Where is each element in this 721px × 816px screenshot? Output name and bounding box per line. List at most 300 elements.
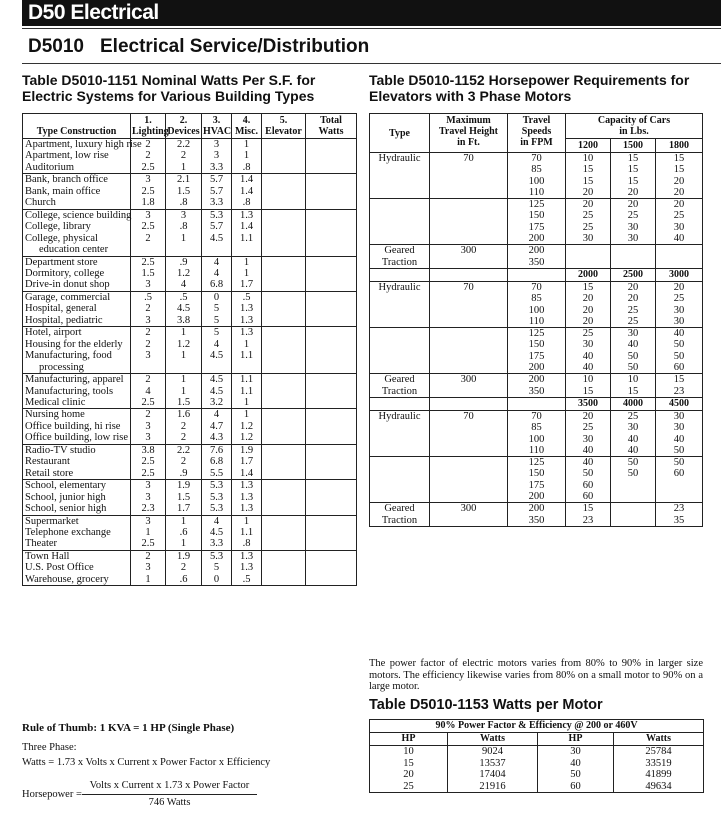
t2-type-cell: Traction — [370, 515, 430, 527]
t1-header: Total Watts — [306, 114, 357, 139]
t2-value-cell: 70 — [430, 410, 508, 422]
t1-row — [23, 315, 357, 327]
t2-capacity-header: 2500 — [611, 268, 656, 281]
t2-value-cell: 25 — [656, 210, 703, 221]
t1-value-cell: .5 — [131, 291, 166, 303]
t2-value-cell: 25 — [611, 316, 656, 328]
t1-value-cell: 2 — [131, 150, 166, 161]
t1-type-cell: Department store — [23, 256, 131, 268]
t1-value-cell: 2.2 — [166, 139, 202, 151]
t2-type-cell — [370, 422, 430, 433]
t2-type-cell: Traction — [370, 386, 430, 398]
t1-row — [23, 327, 357, 339]
power-factor-note: The power factor of electric motors varies from 80% to 90% in larger size motors. The efficiency likewise varies from 80% on a small motor to 90% on a large motor. — [369, 658, 703, 692]
t1-total-cell — [306, 538, 357, 550]
t3-cell: 17404 — [448, 769, 538, 781]
t2-value-cell: 40 — [566, 362, 611, 374]
t1-value-cell: 1.4 — [232, 221, 262, 232]
t2-value-cell: 15 — [611, 386, 656, 398]
t1-type-cell: Office building, hi rise — [23, 421, 131, 432]
t1-value-cell: 2 — [131, 550, 166, 562]
t1-value-cell: 1.9 — [166, 550, 202, 562]
t2-value-cell: 60 — [656, 468, 703, 479]
t2-value-cell: 50 — [611, 362, 656, 374]
t1-elevator-cell — [262, 456, 306, 467]
t1-total-cell — [306, 492, 357, 503]
t1-elevator-cell — [262, 432, 306, 444]
t2-row — [370, 176, 703, 187]
t1-elevator-cell — [262, 550, 306, 562]
t2-capacity-header: 3000 — [656, 268, 703, 281]
t2-type-cell — [370, 434, 430, 445]
table3-caption: Table D5010-1153 Watts per Motor — [369, 697, 603, 713]
t2-value-cell: 70 — [430, 153, 508, 165]
t2-empty-cell — [508, 397, 566, 410]
t1-elevator-cell — [262, 233, 306, 244]
t1-value-cell: 1 — [166, 538, 202, 550]
t1-type-cell: U.S. Post Office — [23, 562, 131, 573]
t1-elevator-cell — [262, 150, 306, 161]
t1-elevator-cell — [262, 562, 306, 573]
t2-value-cell: 200 — [508, 374, 566, 386]
t1-type-cell: Medical clinic — [23, 397, 131, 409]
t2-value-cell: 20 — [566, 305, 611, 316]
t1-value-cell: 1 — [166, 350, 202, 361]
t1-value-cell: 1 — [232, 268, 262, 279]
t1-elevator-cell — [262, 386, 306, 397]
t2-value-cell — [656, 245, 703, 257]
t2-value-cell: 25 — [611, 305, 656, 316]
t2-type-cell — [370, 210, 430, 221]
t2-type-cell — [370, 491, 430, 503]
t2-value-cell — [566, 257, 611, 269]
t1-value-cell: 3 — [131, 174, 166, 186]
t1-value-cell: 1 — [232, 339, 262, 350]
t1-value-cell: 2 — [131, 303, 166, 314]
t1-value-cell: 1 — [232, 397, 262, 409]
t2-value-cell: 30 — [656, 316, 703, 328]
t1-type-cell: Garage, commercial — [23, 291, 131, 303]
t2-value-cell: 30 — [566, 233, 611, 245]
t2-value-cell: 125 — [508, 328, 566, 340]
t1-total-cell — [306, 574, 357, 586]
t1-value-cell: 4.5 — [202, 386, 232, 397]
t1-row — [23, 409, 357, 421]
t2-capacity-header: 1200 — [566, 139, 611, 153]
t1-elevator-cell — [262, 538, 306, 550]
t1-value-cell: 2.2 — [166, 444, 202, 456]
t2-value-cell: 30 — [566, 339, 611, 350]
t3-cell: 50 — [538, 769, 614, 781]
t1-value-cell: .5 — [166, 291, 202, 303]
t2-type-cell — [370, 468, 430, 479]
t2-value-cell: 25 — [566, 422, 611, 433]
t2-value-cell: 40 — [611, 445, 656, 457]
t1-row — [23, 456, 357, 467]
t3-header: Watts — [448, 733, 538, 746]
t1-value-cell: 4 — [202, 515, 232, 527]
t1-value-cell: 4.3 — [202, 432, 232, 444]
t2-value-cell: 175 — [508, 351, 566, 362]
t2-row — [370, 316, 703, 328]
t2-value-cell: 200 — [508, 362, 566, 374]
t1-row — [23, 421, 357, 432]
hp-formula-denominator: 746 Watts — [148, 797, 191, 808]
t3-header: HP — [538, 733, 614, 746]
t2-value-cell: 20 — [656, 176, 703, 187]
t2-value-cell: 20 — [656, 281, 703, 293]
t1-value-cell: 1.3 — [232, 303, 262, 314]
table1-caption-line2: Electric Systems for Various Building Types — [22, 88, 315, 104]
t2-value-cell — [430, 316, 508, 328]
t1-value-cell: 2 — [131, 339, 166, 350]
t1-value-cell: 1.2 — [232, 421, 262, 432]
t1-elevator-cell — [262, 221, 306, 232]
t3-header: HP — [370, 733, 448, 746]
t1-value-cell: 2 — [131, 409, 166, 421]
t1-value-cell: 2.1 — [166, 174, 202, 186]
rule-of-thumb: Rule of Thumb: 1 KVA = 1 HP (Single Phase) — [22, 722, 235, 734]
t2-value-cell: 15 — [656, 164, 703, 175]
t2-value-cell — [430, 222, 508, 233]
t1-total-cell — [306, 468, 357, 480]
t1-value-cell: 1 — [166, 327, 202, 339]
t1-header: 5. Elevator — [262, 114, 306, 139]
t1-elevator-cell — [262, 339, 306, 350]
t1-value-cell — [166, 244, 202, 256]
t1-value-cell: 1.1 — [232, 350, 262, 361]
t1-value-cell: 2 — [131, 327, 166, 339]
t2-type-cell — [370, 445, 430, 457]
t2-type-cell — [370, 199, 430, 211]
t2-value-cell: 20 — [566, 410, 611, 422]
t2-value-cell: 30 — [656, 422, 703, 433]
t1-elevator-cell — [262, 350, 306, 361]
t1-row — [23, 209, 357, 221]
t2-value-cell: 50 — [656, 457, 703, 469]
t2-value-cell: 30 — [611, 328, 656, 340]
t2-row — [370, 503, 703, 515]
t1-value-cell: 4.5 — [202, 350, 232, 361]
t1-type-cell: Town Hall — [23, 550, 131, 562]
t2-value-cell: 20 — [566, 187, 611, 199]
t1-type-cell: Theater — [23, 538, 131, 550]
t1-type-cell: Office building, low rise — [23, 432, 131, 444]
t1-elevator-cell — [262, 139, 306, 151]
t1-type-cell: College, library — [23, 221, 131, 232]
t1-type-cell: Bank, branch office — [23, 174, 131, 186]
t1-row — [23, 339, 357, 350]
t2-value-cell: 10 — [566, 153, 611, 165]
t2-value-cell: 100 — [508, 176, 566, 187]
t1-value-cell: 3 — [131, 480, 166, 492]
t1-type-cell: School, senior high — [23, 503, 131, 515]
t1-value-cell: 5.7 — [202, 221, 232, 232]
t1-row — [23, 197, 357, 209]
t2-value-cell — [430, 339, 508, 350]
t1-total-cell — [306, 279, 357, 291]
t1-elevator-cell — [262, 503, 306, 515]
t2-value-cell — [656, 480, 703, 491]
t1-value-cell: 4.5 — [166, 303, 202, 314]
t1-value-cell: 3 — [131, 421, 166, 432]
t1-value-cell: 4 — [202, 256, 232, 268]
t1-total-cell — [306, 221, 357, 232]
t1-row — [23, 515, 357, 527]
t1-type-cell: Hospital, general — [23, 303, 131, 314]
t3-cell: 13537 — [448, 758, 538, 770]
t2-type-cell — [370, 293, 430, 304]
t2-empty-cell — [370, 268, 430, 281]
t1-value-cell: 7.6 — [202, 444, 232, 456]
t1-value-cell: .8 — [232, 538, 262, 550]
t1-value-cell: 3 — [131, 562, 166, 573]
t1-value-cell: 2.5 — [131, 538, 166, 550]
table2-caption-line1: Table D5010-1152 Horsepower Requirements for — [369, 72, 690, 88]
t1-total-cell — [306, 150, 357, 161]
t1-value-cell: 5 — [202, 327, 232, 339]
t1-value-cell: 5.3 — [202, 550, 232, 562]
t2-value-cell — [430, 468, 508, 479]
t2-row — [370, 491, 703, 503]
t2-value-cell: 350 — [508, 515, 566, 527]
t2-value-cell: 20 — [611, 293, 656, 304]
hp-formula-lhs: Horsepower = — [22, 789, 82, 800]
t2-type-cell — [370, 351, 430, 362]
t1-value-cell: .5 — [232, 291, 262, 303]
t1-total-cell — [306, 503, 357, 515]
t2-value-cell: 25 — [611, 410, 656, 422]
t3-cell: 10 — [370, 746, 448, 758]
t2-row — [370, 281, 703, 293]
t2-value-cell: 40 — [611, 434, 656, 445]
t2-value-cell — [430, 233, 508, 245]
t2-capacity-row — [370, 397, 703, 410]
t3-super-header: 90% Power Factor & Efficiency @ 200 or 460V — [370, 720, 704, 733]
t1-value-cell: 2 — [166, 421, 202, 432]
t2-value-cell: 40 — [566, 457, 611, 469]
t2-value-cell: 15 — [611, 164, 656, 175]
t1-value-cell: 3 — [131, 492, 166, 503]
t1-elevator-cell — [262, 244, 306, 256]
t1-value-cell: 5.7 — [202, 186, 232, 197]
t2-row — [370, 362, 703, 374]
t1-total-cell — [306, 244, 357, 256]
t3-cell: 41899 — [614, 769, 704, 781]
t2-row — [370, 257, 703, 269]
t1-value-cell: 3.3 — [202, 197, 232, 209]
t2-row — [370, 374, 703, 386]
t2-value-cell: 50 — [656, 339, 703, 350]
t1-value-cell: 1.2 — [166, 268, 202, 279]
t1-value-cell: 5 — [202, 562, 232, 573]
t2-value-cell — [430, 187, 508, 199]
t2-value-cell — [430, 351, 508, 362]
t2-value-cell: 60 — [566, 480, 611, 491]
t1-row — [23, 303, 357, 314]
t2-value-cell: 40 — [656, 434, 703, 445]
t1-value-cell: 1.5 — [166, 397, 202, 409]
t1-elevator-cell — [262, 409, 306, 421]
t2-value-cell: 40 — [656, 233, 703, 245]
t1-type-cell: Supermarket — [23, 515, 131, 527]
t2-value-cell: 300 — [430, 503, 508, 515]
t2-value-cell: 100 — [508, 434, 566, 445]
t1-value-cell: 1.2 — [232, 432, 262, 444]
t1-total-cell — [306, 339, 357, 350]
t2-value-cell — [430, 210, 508, 221]
t1-value-cell: 3.3 — [202, 538, 232, 550]
t2-value-cell: 25 — [566, 210, 611, 221]
t1-value-cell: 1.1 — [232, 233, 262, 244]
t1-elevator-cell — [262, 209, 306, 221]
t2-row — [370, 410, 703, 422]
t2-row — [370, 233, 703, 245]
t2-row — [370, 199, 703, 211]
t2-row — [370, 293, 703, 304]
t1-type-cell: Auditorium — [23, 162, 131, 174]
t1-total-cell — [306, 374, 357, 386]
t1-type-cell: Hotel, airport — [23, 327, 131, 339]
t1-row — [23, 492, 357, 503]
t1-value-cell: 5 — [202, 303, 232, 314]
t1-value-cell: .8 — [166, 197, 202, 209]
t1-value-cell: 1 — [166, 162, 202, 174]
t2-value-cell — [430, 445, 508, 457]
t1-value-cell: 1.3 — [232, 480, 262, 492]
t1-value-cell: 2 — [131, 139, 166, 151]
t1-value-cell: 1 — [232, 515, 262, 527]
t1-value-cell: 3.2 — [202, 397, 232, 409]
t2-value-cell: 25 — [611, 210, 656, 221]
t2-value-cell — [611, 491, 656, 503]
t2-header-height: Maximum Travel Height in Ft. — [430, 114, 508, 153]
t2-type-cell: Geared — [370, 245, 430, 257]
t1-row — [23, 244, 357, 256]
t1-value-cell: 2 — [131, 374, 166, 386]
t2-row — [370, 187, 703, 199]
t1-value-cell: 1 — [166, 374, 202, 386]
t1-value-cell: 1.7 — [232, 279, 262, 291]
t2-value-cell: 50 — [566, 468, 611, 479]
t1-type-cell: College, science building — [23, 209, 131, 221]
t1-value-cell: 3 — [202, 150, 232, 161]
t2-value-cell: 40 — [566, 351, 611, 362]
t1-value-cell: 1.4 — [232, 186, 262, 197]
t1-value-cell: 1.5 — [131, 268, 166, 279]
t1-value-cell: 1.1 — [232, 386, 262, 397]
t1-elevator-cell — [262, 515, 306, 527]
t2-capacity-header: 4500 — [656, 397, 703, 410]
t2-value-cell — [430, 457, 508, 469]
t1-value-cell: 4.5 — [202, 527, 232, 538]
t2-row — [370, 305, 703, 316]
t2-value-cell: 70 — [508, 153, 566, 165]
t2-row — [370, 457, 703, 469]
t3-cell: 21916 — [448, 781, 538, 793]
t1-value-cell: 1.5 — [166, 186, 202, 197]
t1-value-cell: 5.3 — [202, 503, 232, 515]
t2-capacity-header: 2000 — [566, 268, 611, 281]
t1-value-cell: .6 — [166, 574, 202, 586]
watts-formula: Watts = 1.73 x Volts x Current x Power Factor x Efficiency — [22, 757, 271, 768]
t1-type-cell: College, physical — [23, 233, 131, 244]
t1-elevator-cell — [262, 291, 306, 303]
t1-type-cell: Restaurant — [23, 456, 131, 467]
t1-value-cell: 1 — [232, 256, 262, 268]
t2-value-cell: 85 — [508, 293, 566, 304]
t1-value-cell: .8 — [166, 221, 202, 232]
t1-row — [23, 256, 357, 268]
t2-value-cell: 110 — [508, 316, 566, 328]
section-banner: D50 Electrical — [22, 0, 721, 26]
t2-value-cell: 50 — [656, 445, 703, 457]
t2-value-cell — [430, 386, 508, 398]
t2-value-cell: 23 — [656, 386, 703, 398]
watts-per-motor-table — [369, 719, 704, 793]
t1-elevator-cell — [262, 327, 306, 339]
t3-cell: 30 — [538, 746, 614, 758]
t2-empty-cell — [430, 397, 508, 410]
t2-value-cell — [430, 257, 508, 269]
t1-value-cell: 1.8 — [131, 197, 166, 209]
t2-type-cell: Hydraulic — [370, 153, 430, 165]
t1-row — [23, 527, 357, 538]
t2-value-cell: 30 — [611, 422, 656, 433]
t2-header-capacity: Capacity of Cars in Lbs. — [566, 114, 703, 139]
t1-type-cell: Retail store — [23, 468, 131, 480]
t1-elevator-cell — [262, 527, 306, 538]
t1-total-cell — [306, 209, 357, 221]
t1-value-cell — [166, 362, 202, 374]
t1-row — [23, 162, 357, 174]
t1-value-cell: 2.5 — [131, 186, 166, 197]
t2-row — [370, 328, 703, 340]
t2-value-cell: 200 — [508, 245, 566, 257]
t1-row — [23, 386, 357, 397]
t1-elevator-cell — [262, 315, 306, 327]
t1-value-cell: 2 — [166, 562, 202, 573]
t1-value-cell: 1.7 — [232, 456, 262, 467]
t2-type-cell: Traction — [370, 257, 430, 269]
t2-value-cell: 10 — [611, 374, 656, 386]
t1-value-cell: 0 — [202, 574, 232, 586]
t2-value-cell — [430, 199, 508, 211]
t1-elevator-cell — [262, 279, 306, 291]
t2-value-cell: 30 — [656, 410, 703, 422]
t1-value-cell: .9 — [166, 256, 202, 268]
t1-value-cell: 3.8 — [166, 315, 202, 327]
t2-row — [370, 222, 703, 233]
t1-value-cell: 2 — [166, 150, 202, 161]
t3-row — [370, 746, 704, 758]
t2-type-cell — [370, 233, 430, 245]
t1-row — [23, 444, 357, 456]
t2-value-cell: 110 — [508, 445, 566, 457]
t1-value-cell: .5 — [232, 574, 262, 586]
t1-value-cell: 3.3 — [202, 162, 232, 174]
t2-value-cell: 175 — [508, 480, 566, 491]
t1-value-cell: 6.8 — [202, 456, 232, 467]
t2-value-cell: 10 — [566, 374, 611, 386]
t2-type-cell — [370, 480, 430, 491]
t2-value-cell — [430, 480, 508, 491]
t1-type-cell: Manufacturing, food — [23, 350, 131, 361]
t2-value-cell: 20 — [566, 316, 611, 328]
t1-type-cell: Warehouse, grocery — [23, 574, 131, 586]
t1-row — [23, 362, 357, 374]
t1-total-cell — [306, 327, 357, 339]
